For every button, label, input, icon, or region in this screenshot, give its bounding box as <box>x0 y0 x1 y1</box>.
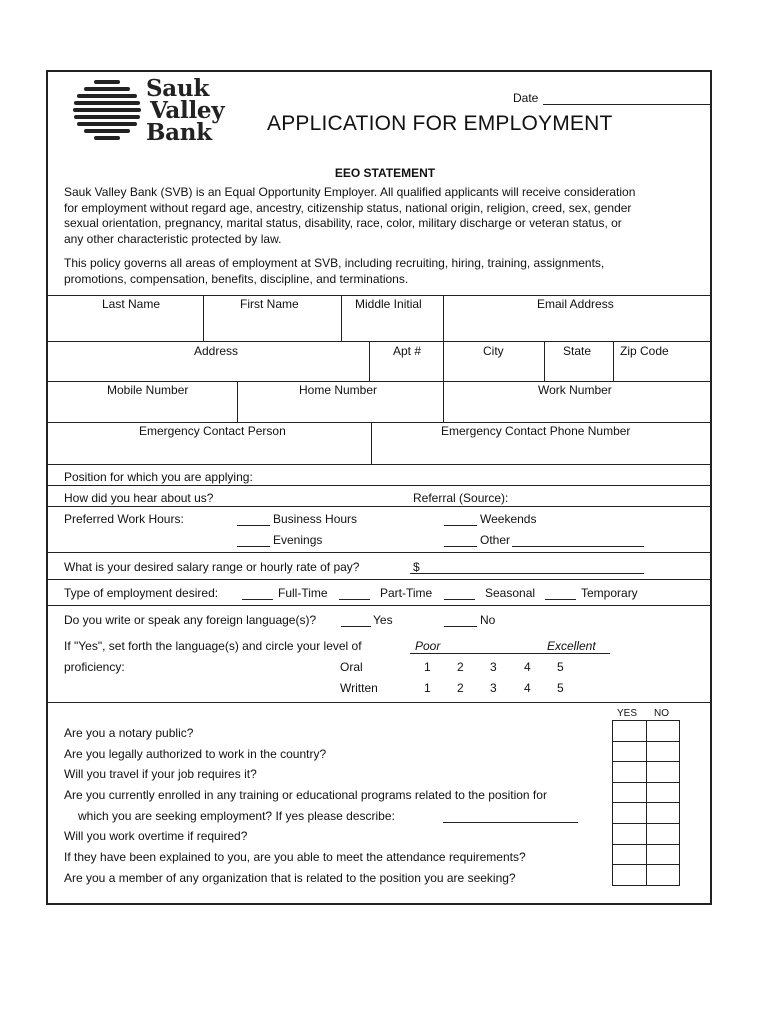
salary-field[interactable] <box>410 573 644 574</box>
yes-checkbox-row-5[interactable] <box>612 802 647 824</box>
cell-divider <box>369 341 370 381</box>
training-describe-field[interactable] <box>443 822 578 823</box>
language-if-yes-text: If "Yes", set forth the language(s) and circle your level of <box>64 639 362 653</box>
oral-rating-1[interactable]: 1 <box>424 660 431 674</box>
state-field[interactable]: State <box>563 344 592 358</box>
evenings-option: Evenings <box>273 533 323 547</box>
scale-excellent-label: Excellent <box>547 639 596 653</box>
bank-logo-icon <box>72 78 142 144</box>
oral-label: Oral <box>340 660 363 674</box>
part-time-blank[interactable] <box>339 599 370 600</box>
scale-poor-label: Poor <box>415 639 441 653</box>
eeo-paragraph-2-line-1: This policy governs all areas of employment at SVB, including recruiting, hiring, training, assignments, <box>64 256 605 270</box>
no-checkbox-row-8[interactable] <box>646 864 681 886</box>
other-blank[interactable] <box>444 546 477 547</box>
temporary-option: Temporary <box>581 586 638 600</box>
cell-divider <box>544 341 545 381</box>
email-field[interactable]: Email Address <box>537 297 614 311</box>
cell-divider <box>443 381 444 422</box>
attendance-question: If they have been explained to you, are you able to meet the attendance requirements? <box>64 850 526 864</box>
eeo-paragraph-2-line-2: promotions, compensation, benefits, discipline, and terminations. <box>64 272 409 286</box>
written-rating-1[interactable]: 1 <box>424 681 431 695</box>
middle-initial-field[interactable]: Middle Initial <box>355 297 422 311</box>
cell-divider <box>237 381 238 422</box>
divider <box>46 381 712 382</box>
mobile-number-field[interactable]: Mobile Number <box>107 383 189 397</box>
yes-checkbox-row-6[interactable] <box>612 823 647 845</box>
no-checkbox-row-7[interactable] <box>646 844 681 866</box>
yes-checkbox-row-3[interactable] <box>612 761 647 783</box>
weekends-option: Weekends <box>480 512 537 526</box>
divider <box>46 464 712 465</box>
address-field[interactable]: Address <box>194 344 239 358</box>
position-question: Position for which you are applying: <box>64 470 253 484</box>
notary-question: Are you a notary public? <box>64 726 194 740</box>
written-rating-2[interactable]: 2 <box>457 681 464 695</box>
training-question-continued: which you are seeking employment? If yes please describe: <box>78 809 395 823</box>
full-time-blank[interactable] <box>242 599 273 600</box>
eeo-paragraph-1-line-3: sexual orientation, pregnancy, marital status, disability, race, color, military discharge or veteran status, or <box>64 216 622 230</box>
training-question: Are you currently enrolled in any training or educational programs related to the position for <box>64 788 547 802</box>
divider <box>46 295 712 296</box>
full-time-option: Full-Time <box>278 586 328 600</box>
divider <box>46 506 712 507</box>
no-checkbox-row-5[interactable] <box>646 802 681 824</box>
emergency-contact-phone-field[interactable]: Emergency Contact Phone Number <box>441 424 631 438</box>
written-label: Written <box>340 681 378 695</box>
no-column-header: NO <box>654 708 669 719</box>
eeo-paragraph-1-line-4: any other characteristic protected by law. <box>64 232 282 246</box>
yes-checkbox-row-1[interactable] <box>612 720 647 742</box>
no-checkbox-row-6[interactable] <box>646 823 681 845</box>
organization-question: Are you a member of any organization that is related to the position you are seeking? <box>64 871 516 885</box>
yes-no-grid <box>612 720 679 885</box>
divider <box>46 485 712 486</box>
divider <box>46 702 712 703</box>
preferred-hours-label: Preferred Work Hours: <box>64 512 184 526</box>
logo-line-2: Valley <box>150 97 225 124</box>
divider <box>46 579 712 580</box>
work-number-field[interactable]: Work Number <box>538 383 612 397</box>
no-checkbox-row-2[interactable] <box>646 741 681 763</box>
divider <box>46 605 712 606</box>
seasonal-option: Seasonal <box>485 586 536 600</box>
no-checkbox-row-3[interactable] <box>646 761 681 783</box>
eeo-paragraph-1-line-2: for employment without regard age, ancestry, citizenship status, national origin, religion, creed, sex, gender <box>64 201 632 215</box>
date-field[interactable] <box>543 104 711 105</box>
city-field[interactable]: City <box>483 344 504 358</box>
oral-rating-3[interactable]: 3 <box>490 660 497 674</box>
language-yes-option: Yes <box>373 613 393 627</box>
currency-symbol: $ <box>413 560 420 574</box>
travel-question: Will you travel if your job requires it? <box>64 767 257 781</box>
yes-column-header: YES <box>617 708 638 719</box>
overtime-question: Will you work overtime if required? <box>64 829 248 843</box>
divider <box>46 552 712 553</box>
employment-type-label: Type of employment desired: <box>64 586 219 600</box>
yes-checkbox-row-7[interactable] <box>612 844 647 866</box>
seasonal-blank[interactable] <box>444 599 475 600</box>
cell-divider <box>371 422 372 464</box>
yes-checkbox-row-2[interactable] <box>612 741 647 763</box>
hear-about-question: How did you hear about us? <box>64 491 214 505</box>
zip-code-field[interactable]: Zip Code <box>620 344 669 358</box>
language-no-option: No <box>480 613 496 627</box>
weekends-blank[interactable] <box>444 525 477 526</box>
salary-question: What is your desired salary range or hourly rate of pay? <box>64 560 360 574</box>
evenings-blank[interactable] <box>237 546 270 547</box>
cell-divider <box>613 341 614 381</box>
no-checkbox-row-4[interactable] <box>646 782 681 804</box>
yes-checkbox-row-8[interactable] <box>612 864 647 886</box>
authorized-question: Are you legally authorized to work in the country? <box>64 747 327 761</box>
referral-label: Referral (Source): <box>413 491 509 505</box>
part-time-option: Part-Time <box>380 586 433 600</box>
cell-divider <box>443 295 444 341</box>
last-name-field[interactable]: Last Name <box>102 297 161 311</box>
date-label: Date <box>513 91 539 105</box>
business-hours-option: Business Hours <box>273 512 358 526</box>
cell-divider <box>203 295 204 341</box>
logo-line-1: Sauk <box>146 75 209 102</box>
emergency-contact-person-field[interactable]: Emergency Contact Person <box>139 424 286 438</box>
eeo-paragraph-1-line-1: Sauk Valley Bank (SVB) is an Equal Opportunity Employer. All qualified applicants will receive consideration <box>64 185 636 199</box>
page-title: APPLICATION FOR EMPLOYMENT <box>267 112 613 135</box>
logo-line-3: Bank <box>146 119 212 146</box>
oral-rating-4[interactable]: 4 <box>524 660 531 674</box>
temporary-blank[interactable] <box>545 599 576 600</box>
home-number-field[interactable]: Home Number <box>299 383 378 397</box>
written-rating-4[interactable]: 4 <box>524 681 531 695</box>
scale-underline <box>410 653 610 654</box>
apt-field[interactable]: Apt # <box>393 344 422 358</box>
proficiency-label: proficiency: <box>64 660 125 674</box>
cell-divider <box>443 341 444 381</box>
language-no-blank[interactable] <box>444 626 477 627</box>
cell-divider <box>341 295 342 341</box>
language-yes-blank[interactable] <box>341 626 371 627</box>
written-rating-5[interactable]: 5 <box>557 681 564 695</box>
eeo-heading: EEO STATEMENT <box>334 166 436 180</box>
oral-rating-2[interactable]: 2 <box>457 660 464 674</box>
no-checkbox-row-1[interactable] <box>646 720 681 742</box>
divider <box>46 422 712 423</box>
other-option: Other <box>480 533 511 547</box>
yes-checkbox-row-4[interactable] <box>612 782 647 804</box>
first-name-field[interactable]: First Name <box>240 297 299 311</box>
other-specify-field[interactable] <box>512 546 644 547</box>
business-hours-blank[interactable] <box>237 525 270 526</box>
oral-rating-5[interactable]: 5 <box>557 660 564 674</box>
foreign-language-question: Do you write or speak any foreign language(s)? <box>64 613 317 627</box>
written-rating-3[interactable]: 3 <box>490 681 497 695</box>
